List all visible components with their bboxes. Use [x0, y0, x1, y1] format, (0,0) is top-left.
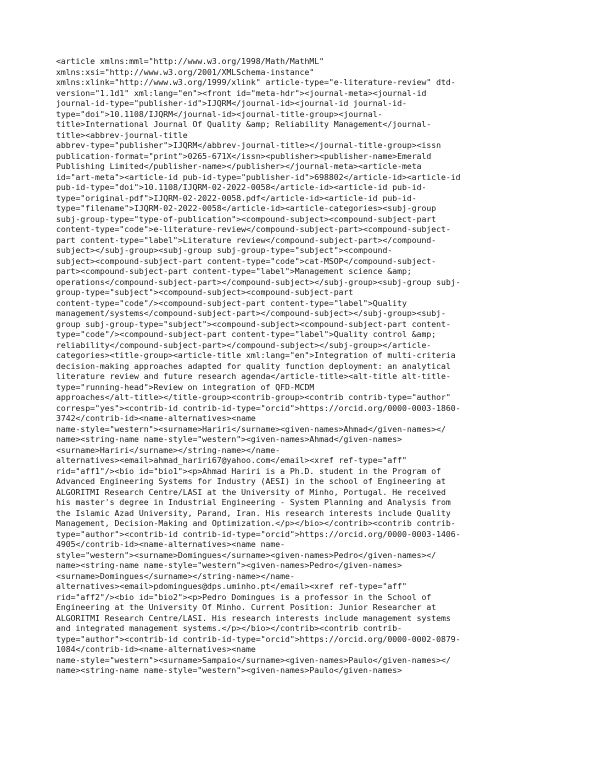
code-line: type="code"/><compound-subject-part content-type="label">Quality control &amp;	[56, 329, 437, 339]
code-line: name-style="western"><surname>Sampaio</surname><given-names>Paulo</given-names></	[56, 654, 451, 665]
code-line: alternatives><email>ahmad_hariri67@yahoo.com</email><xref ref-type="aff"	[56, 455, 407, 465]
code-line: name><string-name name-style="western"><given-names>Ahmad</given-names>	[56, 434, 402, 444]
code-line: pub-id-type="doi">10.1108/IJQRM-02-2022-0058</article-id><article-id pub-id-	[56, 182, 427, 192]
code-line: <surname>Domingues</surname></string-name></name-	[56, 570, 295, 581]
code-line: rid="aff2"/><bio id="bio2"><p>Pedro Domingues is a professor in the School of	[56, 591, 432, 602]
code-line: subj-group-type="type-of-publication"><compound-subject><compound-subject-part	[56, 213, 437, 224]
code-line: management/systems</compound-subject-part></compound-subject></subj-group><subj-	[56, 308, 446, 318]
code-line: ALGORITMI Research Centre/LASI. His research interests include management systems	[56, 612, 451, 623]
code-line: Management, Decision-Making and Optimization.</p></bio></contrib><contrib contrib-	[56, 518, 456, 528]
code-line: rid="aff1"/><bio id="bio1"><p>Ahmad Hariri is a Ph.D. student in the Program of	[56, 465, 441, 476]
code-line: type="doi">10.1108/IJQRM</journal-id><journal-title-group><journal-	[56, 108, 383, 119]
code-line: 1084</contrib-id><name-alternatives><name	[56, 644, 256, 654]
xml-source-text	[56, 56, 460, 676]
code-line: name><string-name name-style="western"><given-names>Pedro</given-names>	[56, 560, 402, 570]
code-line: corresp="yes"><contrib-id contrib-id-type="orcid">https://orcid.org/0000-0003-1860-	[56, 402, 461, 413]
code-line: part><compound-subject-part content-type="label">Management science &amp;	[56, 266, 412, 276]
code-line: the Islamic Azad University, Parand, Iran. His research interests include Quality	[56, 507, 451, 518]
code-line: id="art-meta"><article-id pub-id-type="publisher-id">698802</article-id><article-id	[56, 171, 461, 182]
code-line: approaches</alt-title></title-group><contrib-group><contrib contrib-type="author"	[56, 392, 451, 402]
code-line: publication-format="print">0265-671X</issn><publisher><publisher-name>Emerald	[56, 150, 432, 161]
code-line: type="filename">IJQRM-02-2022-0058</article-id><article-categories><subj-group	[56, 203, 437, 213]
code-line: categories><title-group><article-title xml:lang="en">Integration of multi-criteria	[56, 350, 456, 360]
code-line: 4905</contrib-id><name-alternatives><name name-	[56, 539, 286, 549]
code-line: name><string-name name-style="western"><given-names>Paulo</given-names>	[56, 665, 402, 675]
code-line: group subj-group-type="subject"><compound-subject><compound-subject-part content-	[56, 318, 451, 329]
code-line: style="western"><surname>Domingues</surname><given-names>Pedro</given-names></	[56, 549, 437, 560]
code-line: title><abbrev-journal-title	[56, 129, 188, 140]
code-line: xmlns:xsi="http://www.w3.org/2001/XMLSchema-instance"	[56, 66, 315, 77]
code-line: type="author"><contrib-id contrib-id-type="orcid">https://orcid.org/0000-0003-1406-	[56, 528, 461, 539]
code-line: group-type="subject"><compound-subject><compound-subject-part	[56, 287, 354, 297]
code-line: content-type="code"/><compound-subject-part content-type="label">Quality	[56, 297, 407, 308]
code-line: type="running-head">Review on integration of QFD-MCDM	[56, 381, 315, 392]
code-line: ALGORITMI Research Centre/LASI at the University of Minho, Portugal. He received	[56, 486, 446, 497]
code-line: <surname>Hariri</surname></string-name></name-	[56, 444, 281, 455]
code-line: subject></subj-group><subj-group subj-group-type="subject"><compound-	[56, 245, 393, 255]
code-line: abbrev-type="publisher">IJQRM</abbrev-journal-title></journal-title-group><issn	[56, 140, 441, 150]
code-line: part content-type="label">Literature review</compound-subject-part></compound-	[56, 234, 437, 245]
code-line: Engineering at the University Of Minho. Current Position: Junior Researcher at	[56, 602, 437, 612]
code-line: and integrated management systems.</p></bio></contrib><contrib contrib-	[56, 623, 402, 633]
code-line: type="original-pdf">IJQRM-02-2022-0058.pdf</article-id><article-id pub-id-	[56, 192, 417, 203]
code-line: literature review and future research agenda</article-title><alt-title alt-title-	[56, 371, 451, 381]
code-line: alternatives><email>pdomingues@dps.uminho.pt</email><xref ref-type="aff"	[56, 581, 407, 591]
code-line: title>International Journal Of Quality &amp; Reliability Management</journal-	[56, 119, 432, 129]
code-line: name-style="western"><surname>Hariri</surname><given-names>Ahmad</given-names></	[56, 423, 446, 434]
code-line: Publishing Limited</publisher-name></publisher></journal-meta><article-meta	[56, 161, 422, 171]
code-line: version="1.1d1" xml:lang="en"><front id="meta-hdr"><journal-meta><journal-id	[56, 87, 427, 98]
code-line: <article xmlns:mml="http://www.w3.org/1998/Math/MathML"	[56, 56, 325, 66]
code-line: xmlns:xlink="http://www.w3.org/1999/xlink" article-type="e-literature-review" dtd-	[56, 77, 456, 87]
code-line: content-type="code">e-literature-review</compound-subject-part><compound-subject-	[56, 224, 451, 234]
code-line: journal-id-type="publisher-id">IJQRM</journal-id><journal-id journal-id-	[56, 98, 407, 108]
code-line: Advanced Engineering Systems for Industry (AESI) in the school of Engineering at	[56, 476, 446, 486]
code-line: subject><compound-subject-part content-type="code">cat-MSOP</compound-subject-	[56, 255, 437, 266]
code-line: his master's degree in Industrial Engineering - System Planning and Analysis from	[56, 497, 451, 507]
code-line: operations</compound-subject-part></compound-subject></subj-group><subj-group subj-	[56, 276, 461, 287]
code-line: reliability</compound-subject-part></compound-subject></subj-group></article-	[56, 339, 432, 350]
code-line: 3742</contrib-id><name-alternatives><name	[56, 413, 256, 423]
code-line: type="author"><contrib-id contrib-id-type="orcid">https://orcid.org/0000-0002-0879-	[56, 633, 461, 644]
code-line: decision-making approaches adapted for quality function deployment: an analytical	[56, 360, 451, 371]
